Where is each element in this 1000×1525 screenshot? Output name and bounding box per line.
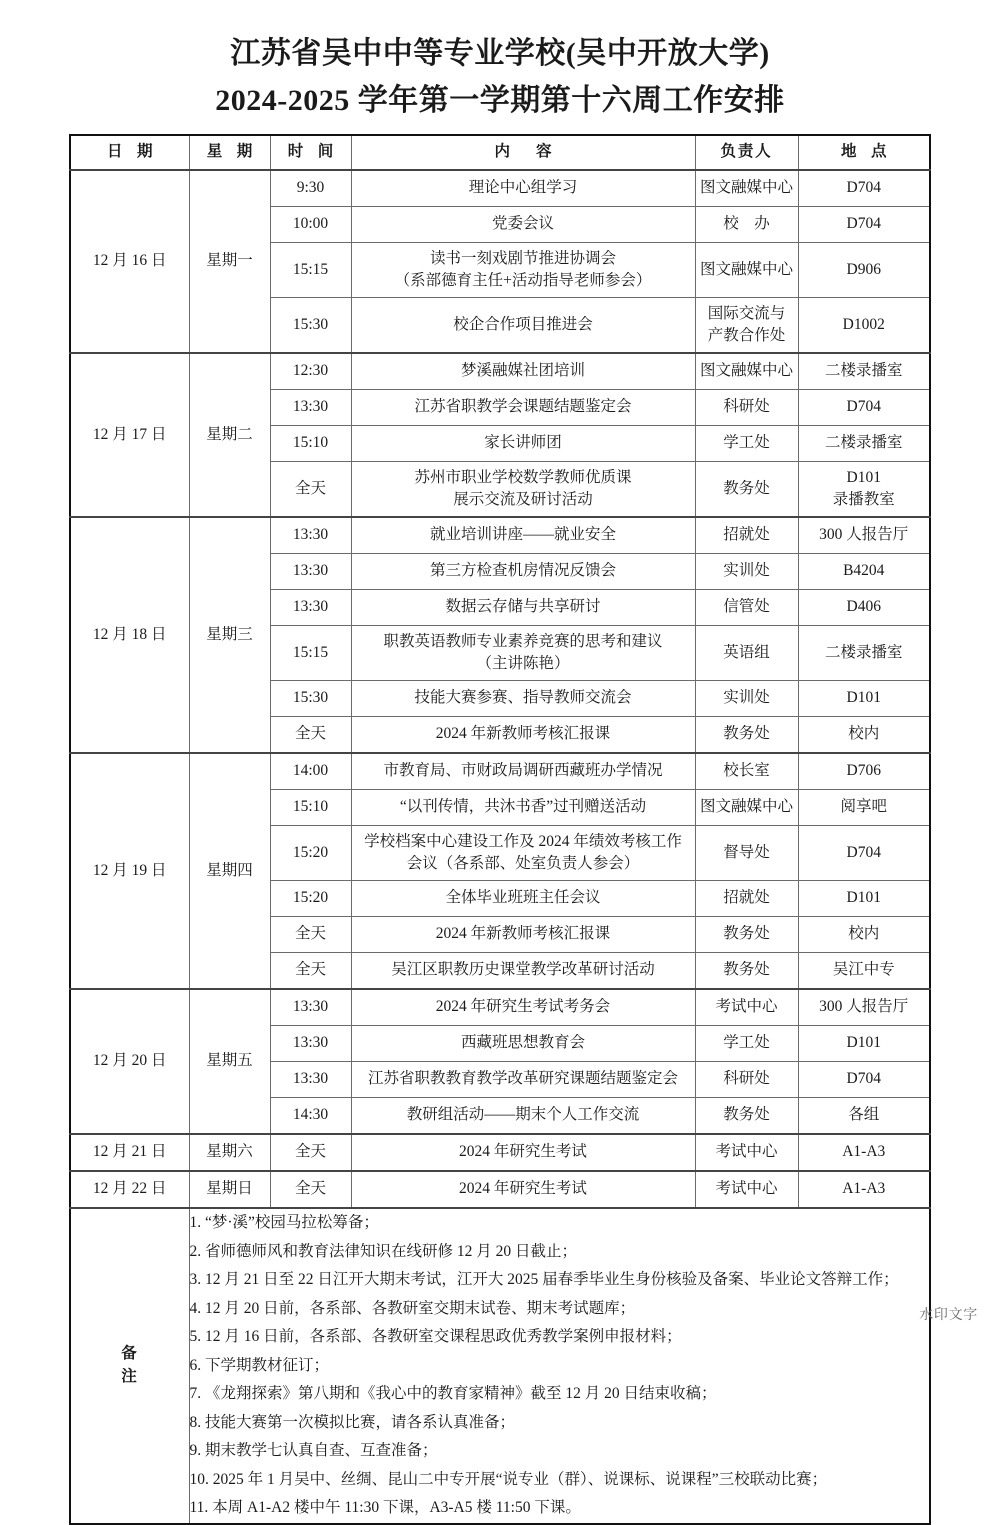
cell-time: 9:30	[270, 170, 351, 207]
cell-place: D704	[798, 390, 930, 426]
cell-time: 15:20	[270, 881, 351, 917]
cell-owner: 实训处	[695, 554, 798, 590]
cell-owner-line2: 产教合作处	[707, 327, 786, 344]
notes-label-line2: 注	[121, 1367, 139, 1385]
table-row	[70, 1134, 930, 1171]
weekly-schedule-table	[69, 134, 931, 1525]
notes-label-cell	[70, 1208, 189, 1524]
table-row	[70, 753, 930, 790]
cell-place: 吴江中专	[798, 953, 930, 990]
cell-content: 家长讲师团	[351, 426, 695, 462]
column-header-date: 日 期	[70, 135, 189, 170]
cell-content: 理论中心组学习	[351, 170, 695, 207]
note-item: 1. “梦·溪”校园马拉松筹备；	[189, 1214, 379, 1231]
cell-owner: 校 办	[695, 207, 798, 243]
note-item: 11. 本周 A1-A2 楼中午 11:30 下课，A3-A5 楼 11:50 下课。	[189, 1499, 581, 1517]
cell-weekday: 星期一	[189, 170, 270, 353]
cell-time: 15:20	[270, 826, 351, 881]
cell-place: 二楼录播室	[798, 353, 930, 390]
cell-owner: 学工处	[695, 426, 798, 462]
column-header-weekday: 星 期	[189, 135, 270, 170]
cell-time: 14:00	[270, 753, 351, 790]
cell-content: 2024 年研究生考试	[351, 1171, 695, 1208]
cell-place: 300 人报告厅	[798, 989, 930, 1026]
header-row	[70, 135, 930, 170]
cell-content: 第三方检查机房情况反馈会	[351, 554, 695, 590]
cell-time: 13:30	[270, 390, 351, 426]
cell-content: 江苏省职教教育教学改革研究课题结题鉴定会	[351, 1062, 695, 1098]
cell-time: 15:15	[270, 626, 351, 681]
note-item: 2. 省师德师风和教育法律知识在线研修 12 月 20 日截止；	[189, 1242, 578, 1260]
cell-content	[351, 243, 695, 298]
cell-weekday: 星期日	[189, 1171, 270, 1208]
school-name-title: 江苏省吴中中等专业学校(吴中开放大学)	[230, 37, 770, 70]
cell-time: 10:00	[270, 207, 351, 243]
cell-owner: 图文融媒中心	[695, 790, 798, 826]
column-header-owner: 负责人	[695, 135, 798, 170]
cell-owner: 教务处	[695, 462, 798, 518]
cell-content	[351, 462, 695, 518]
cell-owner: 实训处	[695, 681, 798, 717]
cell-content-line2: 展示交流及研讨活动	[453, 491, 593, 508]
cell-content	[351, 626, 695, 681]
cell-time: 15:30	[270, 681, 351, 717]
notes-body-cell	[189, 1208, 930, 1524]
column-header-time: 时 间	[270, 135, 351, 170]
note-item: 4. 12 月 20 日前，各系部、各教研室交期末试卷、期末考试题库；	[189, 1299, 636, 1317]
cell-owner: 校长室	[695, 753, 798, 790]
cell-place: D101	[798, 881, 930, 917]
cell-content-line2: 会议（各系部、处室负责人参会）	[406, 855, 640, 872]
cell-owner: 学工处	[695, 1026, 798, 1062]
table-body	[70, 170, 930, 1208]
notes-section	[70, 1208, 930, 1524]
cell-content: 教研组活动——期末个人工作交流	[351, 1098, 695, 1135]
cell-content-line1: 读书一刻戏剧节推进协调会	[429, 249, 616, 267]
cell-place: D704	[798, 826, 930, 881]
cell-place: 校内	[798, 917, 930, 953]
note-item: 5. 12 月 16 日前，各系部、各教研室交课程思政优秀教学案例申报材料；	[189, 1328, 682, 1346]
cell-time: 全天	[270, 917, 351, 953]
column-header-place: 地 点	[798, 135, 930, 170]
cell-time: 15:10	[270, 426, 351, 462]
cell-place: A1-A3	[798, 1171, 930, 1208]
cell-content: 2024 年新教师考核汇报课	[351, 717, 695, 754]
cell-weekday: 星期六	[189, 1134, 270, 1171]
cell-place: D704	[798, 170, 930, 207]
cell-date: 12 月 21 日	[70, 1134, 189, 1171]
cell-date: 12 月 17 日	[70, 353, 189, 517]
note-item: 10. 2025 年 1 月吴中、丝绸、昆山二中专开展“说专业（群）、说课标、说课程”三校联动比赛；	[189, 1470, 828, 1488]
cell-date: 12 月 18 日	[70, 517, 189, 753]
cell-date: 12 月 22 日	[70, 1171, 189, 1208]
cell-place: D406	[798, 590, 930, 626]
watermark-text: 水印文字	[919, 1308, 978, 1323]
cell-place: D906	[798, 243, 930, 298]
cell-place: D1002	[798, 298, 930, 354]
cell-owner: 考试中心	[695, 1171, 798, 1208]
cell-content-line1: 苏州市职业学校数学教师优质课	[414, 468, 632, 486]
cell-place: A1-A3	[798, 1134, 930, 1171]
cell-date: 12 月 19 日	[70, 753, 189, 989]
cell-owner: 科研处	[695, 1062, 798, 1098]
cell-content: 党委会议	[351, 207, 695, 243]
cell-owner: 英语组	[695, 626, 798, 681]
document-titles	[0, 0, 1000, 122]
cell-time: 全天	[270, 953, 351, 990]
cell-content-line2: （系部德育主任+活动指导老师参会）	[394, 272, 652, 289]
cell-content: 校企合作项目推进会	[351, 298, 695, 354]
cell-time: 13:30	[270, 554, 351, 590]
cell-content: 全体毕业班班主任会议	[351, 881, 695, 917]
cell-owner: 图文融媒中心	[695, 243, 798, 298]
cell-content: 就业培训讲座——就业安全	[351, 517, 695, 554]
cell-time: 全天	[270, 717, 351, 754]
cell-place: D101	[798, 1026, 930, 1062]
cell-time: 13:30	[270, 1062, 351, 1098]
table-row	[70, 170, 930, 207]
cell-owner-line1: 国际交流与	[707, 304, 786, 322]
cell-time: 13:30	[270, 590, 351, 626]
table-row	[70, 989, 930, 1026]
cell-owner: 督导处	[695, 826, 798, 881]
cell-time: 全天	[270, 1134, 351, 1171]
cell-time: 15:10	[270, 790, 351, 826]
cell-place: 300 人报告厅	[798, 517, 930, 554]
cell-time: 全天	[270, 462, 351, 518]
cell-place: 二楼录播室	[798, 626, 930, 681]
note-item: 3. 12 月 21 日至 22 日江开大期末考试，江开大 2025 届春季毕业生身份核验及备案、毕业论文答辩工作；	[189, 1271, 899, 1289]
cell-content: 技能大赛参赛、指导教师交流会	[351, 681, 695, 717]
cell-content: 市教育局、市财政局调研西藏班办学情况	[351, 753, 695, 790]
cell-date: 12 月 16 日	[70, 170, 189, 353]
cell-owner: 图文融媒中心	[695, 170, 798, 207]
cell-owner: 考试中心	[695, 989, 798, 1026]
cell-content: 数据云存储与共享研讨	[351, 590, 695, 626]
cell-time: 12:30	[270, 353, 351, 390]
cell-time: 15:30	[270, 298, 351, 354]
cell-content: 梦溪融媒社团培训	[351, 353, 695, 390]
cell-owner: 招就处	[695, 517, 798, 554]
cell-owner: 教务处	[695, 953, 798, 990]
cell-time: 全天	[270, 1171, 351, 1208]
cell-place: 阅享吧	[798, 790, 930, 826]
cell-owner: 图文融媒中心	[695, 353, 798, 390]
cell-content: “以刊传情，共沐书香”过刊赠送活动	[351, 790, 695, 826]
cell-owner: 招就处	[695, 881, 798, 917]
cell-place-line1: D101	[846, 468, 881, 486]
cell-place: D706	[798, 753, 930, 790]
cell-owner: 教务处	[695, 1098, 798, 1135]
cell-place-line2: 录播教室	[832, 491, 895, 508]
table-row	[70, 517, 930, 554]
cell-owner: 教务处	[695, 917, 798, 953]
cell-place: B4204	[798, 554, 930, 590]
cell-content: 西藏班思想教育会	[351, 1026, 695, 1062]
notes-list	[190, 1209, 930, 1523]
cell-place	[798, 462, 930, 518]
cell-weekday: 星期五	[189, 989, 270, 1134]
cell-place: D704	[798, 207, 930, 243]
cell-date: 12 月 20 日	[70, 989, 189, 1134]
cell-content: 江苏省职教学会课题结题鉴定会	[351, 390, 695, 426]
cell-time: 13:30	[270, 989, 351, 1026]
table-row	[70, 1171, 930, 1208]
cell-content-line1: 学校档案中心建设工作及 2024 年绩效考核工作	[364, 832, 682, 850]
cell-content-line1: 职教英语教师专业素养竞赛的思考和建议	[383, 632, 663, 650]
cell-content	[351, 826, 695, 881]
note-item: 8. 技能大赛第一次模拟比赛，请各系认真准备；	[189, 1413, 516, 1431]
note-item: 7. 《龙翔探索》第八期和《我心中的教育家精神》截至 12 月 20 日结束收稿；	[189, 1385, 717, 1403]
cell-place: 校内	[798, 717, 930, 754]
cell-content: 2024 年研究生考试	[351, 1134, 695, 1171]
cell-place: D101	[798, 681, 930, 717]
table-row	[70, 353, 930, 390]
cell-place: D704	[798, 1062, 930, 1098]
note-item: 6. 下学期教材征订；	[189, 1356, 330, 1374]
notes-label-line1: 备	[121, 1345, 139, 1363]
cell-time: 14:30	[270, 1098, 351, 1135]
cell-time: 13:30	[270, 517, 351, 554]
cell-owner	[695, 298, 798, 354]
cell-owner: 科研处	[695, 390, 798, 426]
cell-owner: 考试中心	[695, 1134, 798, 1171]
note-item: 9. 期末教学七认真自查、互查准备；	[189, 1442, 438, 1460]
cell-owner: 信管处	[695, 590, 798, 626]
cell-content: 2024 年研究生考试考务会	[351, 989, 695, 1026]
cell-content-line2: （主讲陈艳）	[476, 655, 570, 672]
cell-place: 二楼录播室	[798, 426, 930, 462]
cell-weekday: 星期四	[189, 753, 270, 989]
notes-row	[70, 1208, 930, 1524]
cell-time: 15:15	[270, 243, 351, 298]
cell-content: 吴江区职教历史课堂教学改革研讨活动	[351, 953, 695, 990]
cell-place: 各组	[798, 1098, 930, 1135]
cell-weekday: 星期三	[189, 517, 270, 753]
cell-time: 13:30	[270, 1026, 351, 1062]
cell-owner: 教务处	[695, 717, 798, 754]
table-header	[70, 135, 930, 170]
schedule-period-title: 2024-2025 学年第一学期第十六周工作安排	[215, 83, 785, 117]
cell-weekday: 星期二	[189, 353, 270, 517]
column-header-content: 内 容	[351, 135, 695, 170]
cell-content: 2024 年新教师考核汇报课	[351, 917, 695, 953]
